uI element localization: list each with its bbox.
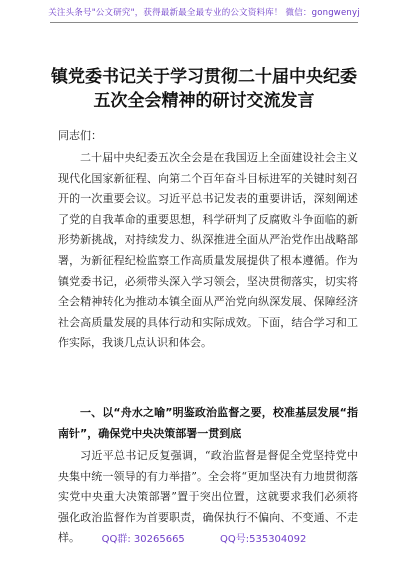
document-title-line2: 五次全会精神的研讨交流发言 xyxy=(93,91,315,111)
paragraph-intro: 二十届中央纪委五次全会是在我国迈上全面建设社会主义现代化国家新征程、向第二个百年奋斗目标进军的关键时刻召开的一次重要会议。习近平总书记发表的重要讲话，深刻阐述了党的自我革命的重要思想，科学研判了反腐败斗争面临的新形势新挑战，对持续发力、纵深推进全面从严治党作出战略部署，为新征程纪检监察工作高质量发展提供了根本遵循。作为镇党委书记，必须带头深入学习领会，坚决贯彻落实，切实将全会精神转化为推动本镇全面从严治党向纵深发展、保障经济社会高质量发展的具体行动和实际成效。下面，结合学习和工作实际，我谈几点认识和体会。 xyxy=(58,151,358,350)
greeting: 同志们： xyxy=(58,129,102,142)
section-heading-1: 一、以“舟水之喻”明鉴政治监督之要，校准基层发展“指南针”，确保党中央决策部署一贯到底 xyxy=(58,406,358,440)
header-rule xyxy=(50,22,358,23)
footer-qq-number: QQ号:535304092 xyxy=(220,534,307,545)
paragraph-section-1: 习近平总书记反复强调，“政治监督是督促全党坚持党中央集中统一领导的有力举措”。全会将“更加坚决有力地贯彻落实党中央重大决策部署”置于突出位置，这就要求我们必须将强化政治监督作为首要职责，确保执行不偏向、不变通、不走样。 xyxy=(58,449,358,545)
footer-qq-group: QQ群: 30265665 xyxy=(101,534,185,545)
top-banner: 关注头条号"公文研究"，获得最新最全最专业的公文资料库！ 微信：gongwenyj xyxy=(48,8,360,18)
document-title-line1: 镇党委书记关于学习贯彻二十届中央纪委 xyxy=(51,67,357,87)
footer-contacts xyxy=(0,530,408,545)
